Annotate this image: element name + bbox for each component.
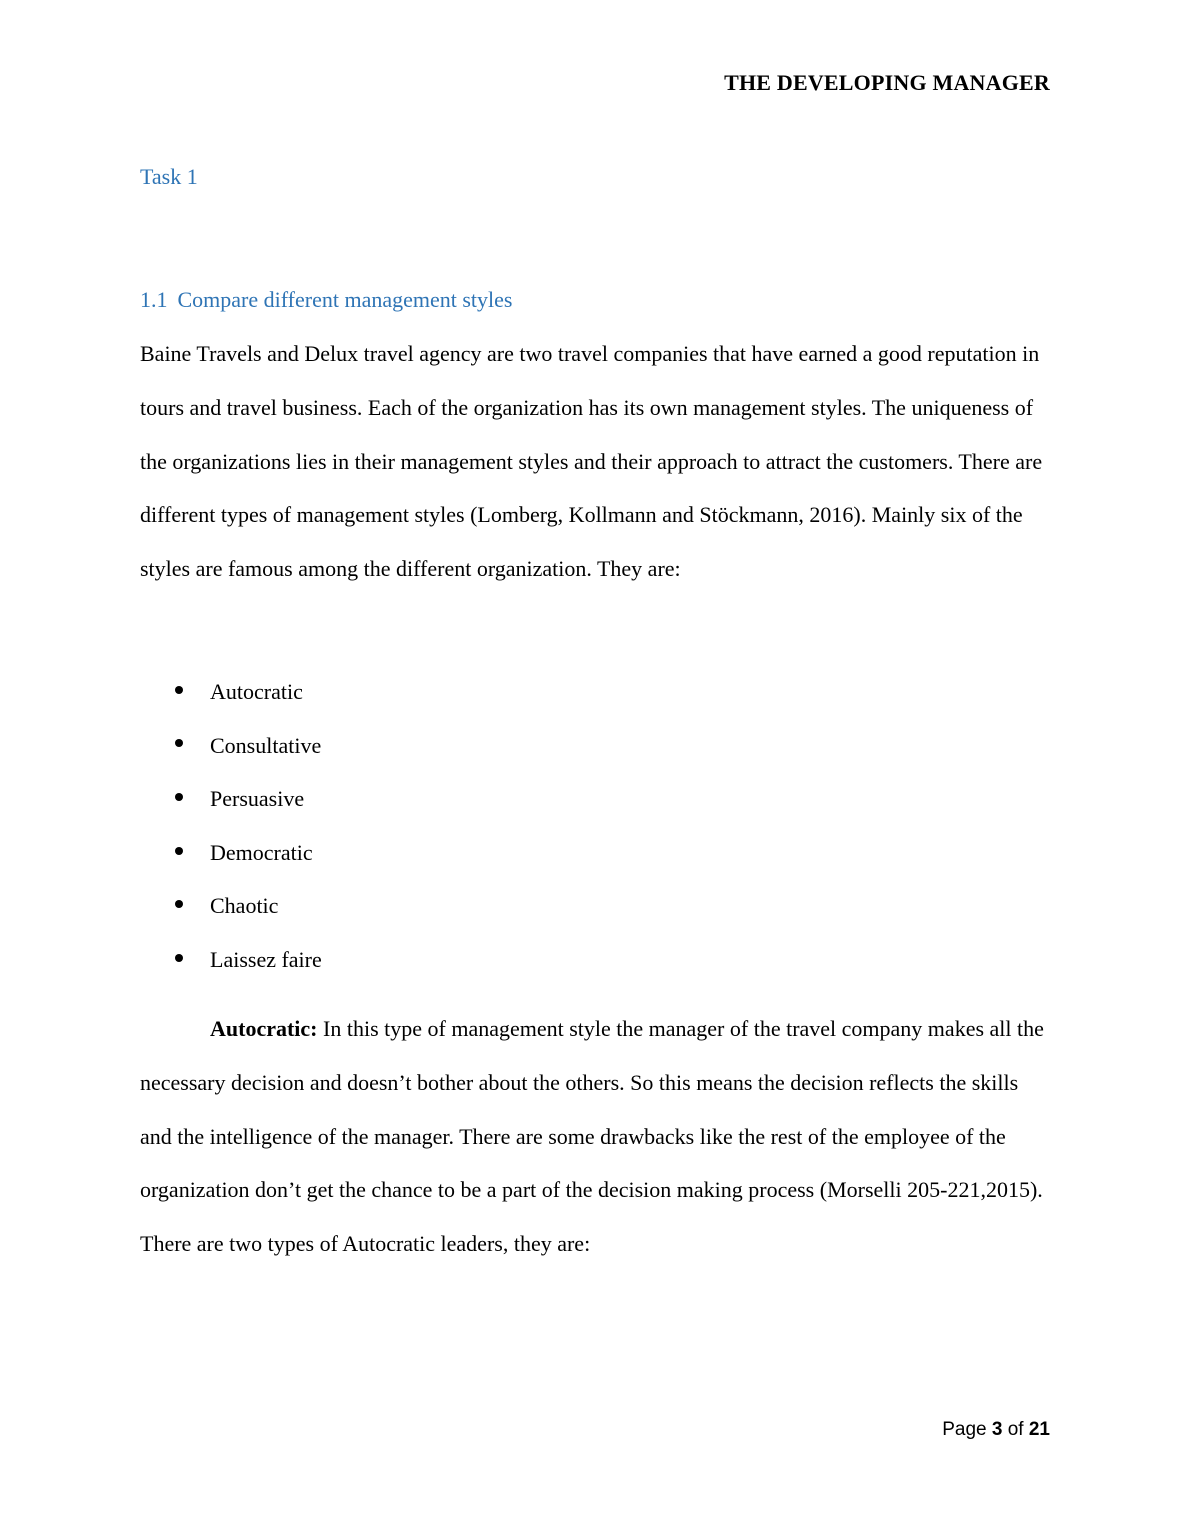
autocratic-term: Autocratic: — [210, 1016, 318, 1041]
bullet-icon — [175, 686, 183, 694]
bullet-icon — [175, 954, 183, 962]
page-number: 3 — [991, 1419, 1003, 1440]
management-styles-list — [140, 665, 322, 987]
list-item-label: Democratic — [210, 839, 313, 865]
section-heading — [140, 287, 512, 313]
list-item-label: Laissez faire — [210, 946, 322, 972]
section-number: 1.1 — [140, 287, 168, 312]
bullet-icon — [175, 900, 183, 908]
bullet-icon — [175, 847, 183, 855]
list-item — [140, 719, 322, 773]
bullet-icon — [175, 793, 183, 801]
list-item — [140, 772, 322, 826]
page-label: Page — [942, 1419, 987, 1440]
list-item-label: Persuasive — [210, 786, 305, 812]
of-label: of — [1007, 1419, 1024, 1440]
list-item-label: Chaotic — [210, 893, 279, 919]
autocratic-text: In this type of management style the manager of the travel company makes all the necessary decision and doesn’t bother about the others. So this means the decision reflects the skills and the intelligence of the manager. There are some drawbacks like the rest of the employee of the organization don’t get the chance to be a part of the decision making process (Morselli 205-221,2015). There are two types of Autocratic leaders, they are: — [140, 1016, 1044, 1257]
list-item — [140, 933, 322, 987]
section-title: Compare different management styles — [177, 287, 513, 312]
running-header: THE DEVELOPING MANAGER — [724, 70, 1050, 95]
autocratic-paragraph — [140, 1002, 1050, 1271]
list-item — [140, 879, 322, 933]
list-item — [140, 665, 322, 719]
list-item-label: Autocratic — [210, 679, 303, 704]
intro-paragraph: Baine Travels and Delux travel agency are two travel companies that have earned a good reputation in tours and travel business. Each of the organization has its own management styles. The uniqueness of the organizations lies in their management styles and their approach to attract the customers. There are different types of management styles (Lomberg, Kollmann and Stöckmann, 2016). Mainly six of the styles are famous among the different organization. They are: — [140, 341, 1043, 582]
list-item — [140, 826, 322, 880]
bullet-icon — [175, 739, 183, 747]
task-heading: Task 1 — [140, 164, 198, 189]
list-item-label: Consultative — [210, 732, 322, 758]
total-pages: 21 — [1028, 1419, 1050, 1440]
page-footer — [942, 1419, 1050, 1441]
